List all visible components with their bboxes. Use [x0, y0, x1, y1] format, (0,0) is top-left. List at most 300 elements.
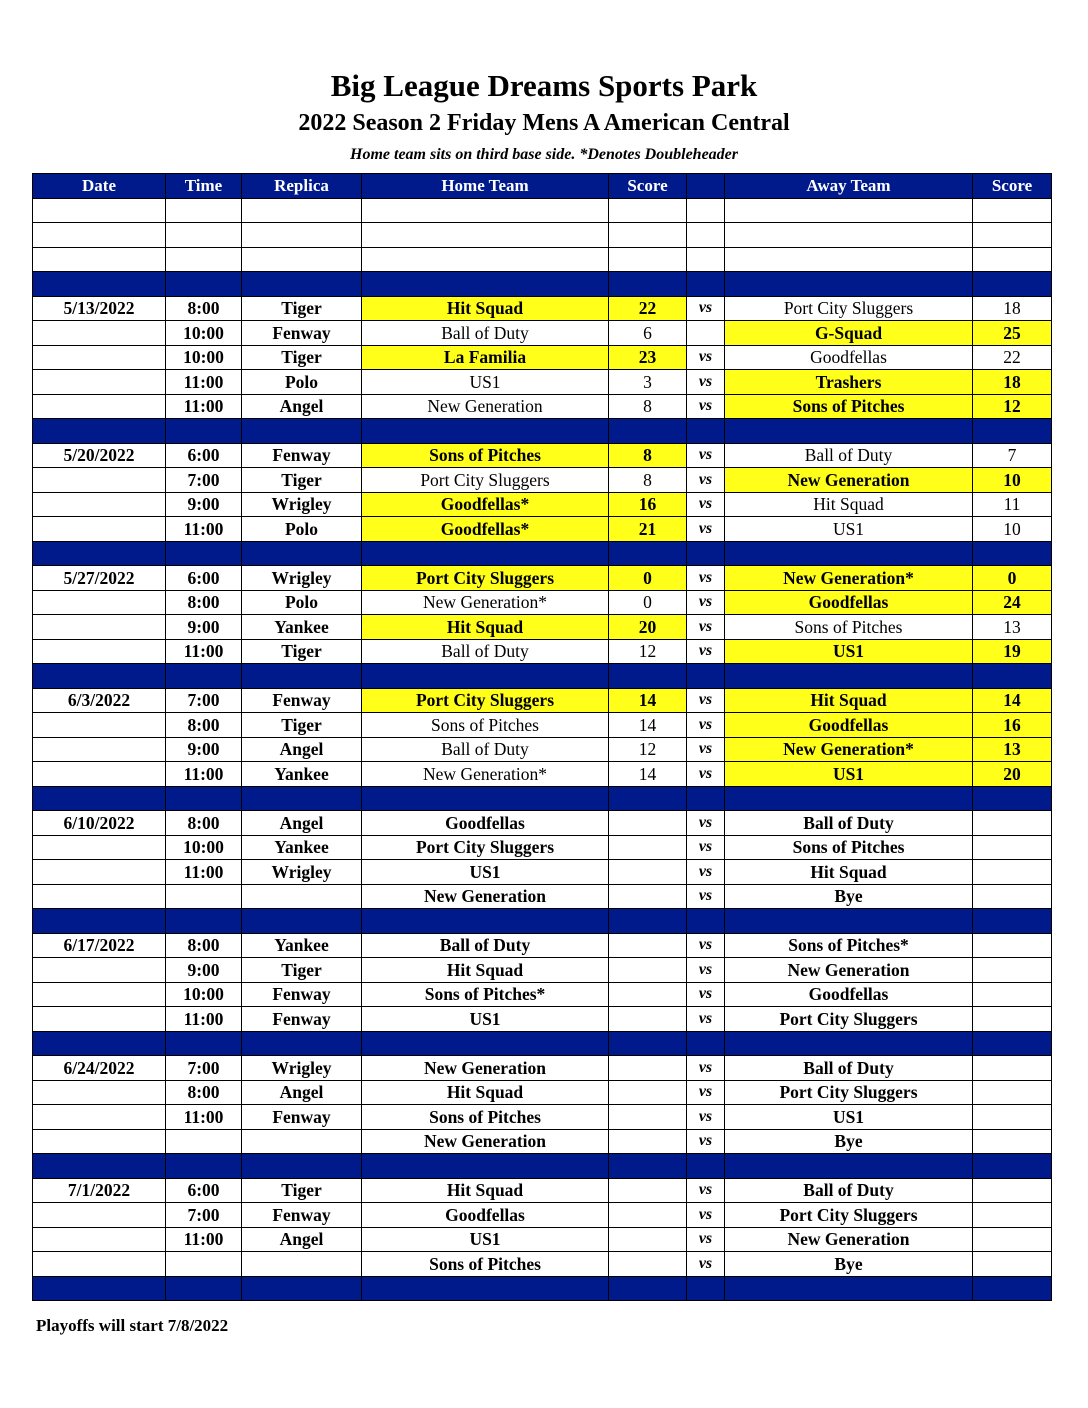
cell-home-team: Ball of Duty	[362, 933, 609, 958]
cell-replica: Angel	[242, 1227, 362, 1252]
cell-date	[33, 1203, 166, 1228]
cell-home-score	[609, 1276, 687, 1301]
cell-replica	[242, 272, 362, 297]
cell-away-team: Bye	[725, 884, 973, 909]
cell-away-team: Goodfellas	[725, 590, 973, 615]
cell-home-team: Port City Sluggers	[362, 688, 609, 713]
table-row	[33, 737, 1052, 762]
cell-away-team: Sons of Pitches	[725, 394, 973, 419]
cell-replica: Polo	[242, 517, 362, 542]
cell-away-score: 22	[973, 345, 1052, 370]
cell-home-score	[609, 1105, 687, 1130]
cell-away-team: Goodfellas	[725, 345, 973, 370]
cell-replica	[242, 884, 362, 909]
schedule-note: Home team sits on third base side. *Denotes Doubleheader	[350, 146, 738, 163]
cell-home-team: Hit Squad	[362, 958, 609, 983]
cell-time: 11:00	[166, 1007, 242, 1032]
cell-time: 10:00	[166, 321, 242, 346]
cell-time: 11:00	[166, 1227, 242, 1252]
cell-time: 8:00	[166, 590, 242, 615]
cell-vs: vs	[687, 492, 725, 517]
cell-replica	[242, 1129, 362, 1154]
table-row	[33, 811, 1052, 836]
cell-date	[33, 1105, 166, 1130]
cell-away-team: Sons of Pitches*	[725, 933, 973, 958]
cell-replica	[242, 786, 362, 811]
cell-vs: vs	[687, 1007, 725, 1032]
cell-away-score	[973, 664, 1052, 689]
cell-time	[166, 786, 242, 811]
cell-vs: vs	[687, 1227, 725, 1252]
cell-time: 10:00	[166, 345, 242, 370]
cell-time	[166, 541, 242, 566]
cell-vs: vs	[687, 713, 725, 738]
cell-vs: vs	[687, 468, 725, 493]
cell-home-score	[609, 884, 687, 909]
cell-time	[166, 909, 242, 934]
cell-away-team: US1	[725, 517, 973, 542]
cell-away-team: Ball of Duty	[725, 1056, 973, 1081]
cell-replica	[242, 909, 362, 934]
cell-away-score: 18	[973, 296, 1052, 321]
cell-away-score: 19	[973, 639, 1052, 664]
date-separator-row	[33, 419, 1052, 444]
date-separator-row	[33, 786, 1052, 811]
cell-vs: vs	[687, 982, 725, 1007]
cell-home-team: Ball of Duty	[362, 737, 609, 762]
cell-away-team: Port City Sluggers	[725, 1007, 973, 1032]
cell-away-score	[973, 1056, 1052, 1081]
cell-time: 11:00	[166, 1105, 242, 1130]
cell-date	[33, 786, 166, 811]
cell-away-score	[973, 909, 1052, 934]
cell-home-score: 8	[609, 443, 687, 468]
cell-date: 5/27/2022	[33, 566, 166, 591]
cell-replica: Tiger	[242, 639, 362, 664]
cell-vs	[687, 223, 725, 248]
cell-time: 9:00	[166, 737, 242, 762]
cell-away-team: New Generation*	[725, 737, 973, 762]
table-row	[33, 1227, 1052, 1252]
cell-replica	[242, 1031, 362, 1056]
cell-away-team: Sons of Pitches	[725, 835, 973, 860]
cell-date	[33, 517, 166, 542]
cell-time	[166, 247, 242, 272]
table-row	[33, 762, 1052, 787]
cell-away-team: Hit Squad	[725, 860, 973, 885]
cell-home-score	[609, 860, 687, 885]
cell-away-score: 18	[973, 370, 1052, 395]
cell-home-team: Sons of Pitches	[362, 1105, 609, 1130]
cell-home-team: Goodfellas	[362, 1203, 609, 1228]
cell-replica: Tiger	[242, 1178, 362, 1203]
cell-home-score	[609, 982, 687, 1007]
cell-vs: vs	[687, 1252, 725, 1277]
cell-home-score: 21	[609, 517, 687, 542]
cell-time: 9:00	[166, 615, 242, 640]
cell-away-score	[973, 1203, 1052, 1228]
cell-away-score	[973, 786, 1052, 811]
cell-date	[33, 1227, 166, 1252]
cell-date	[33, 639, 166, 664]
cell-vs: vs	[687, 1080, 725, 1105]
cell-away-team	[725, 198, 973, 223]
cell-home-score	[609, 1154, 687, 1179]
cell-away-team	[725, 272, 973, 297]
cell-home-score: 23	[609, 345, 687, 370]
cell-home-score	[609, 541, 687, 566]
col-header-home-score: Score	[609, 174, 687, 199]
cell-replica	[242, 1154, 362, 1179]
cell-away-team: Port City Sluggers	[725, 296, 973, 321]
cell-away-score: 25	[973, 321, 1052, 346]
cell-replica: Wrigley	[242, 492, 362, 517]
cell-vs: vs	[687, 345, 725, 370]
cell-time: 6:00	[166, 1178, 242, 1203]
table-row	[33, 492, 1052, 517]
cell-away-score	[973, 1031, 1052, 1056]
cell-home-score	[609, 786, 687, 811]
cell-away-team: New Generation	[725, 1227, 973, 1252]
playoffs-note: Playoffs will start 7/8/2022	[36, 1316, 229, 1335]
cell-time	[166, 1129, 242, 1154]
cell-away-score	[973, 835, 1052, 860]
cell-vs: vs	[687, 933, 725, 958]
cell-vs	[687, 247, 725, 272]
cell-home-team: New Generation	[362, 884, 609, 909]
table-row	[33, 468, 1052, 493]
cell-time	[166, 1252, 242, 1277]
cell-away-team: Ball of Duty	[725, 443, 973, 468]
col-header-away-team: Away Team	[725, 174, 973, 199]
cell-time: 11:00	[166, 639, 242, 664]
cell-away-team: Trashers	[725, 370, 973, 395]
cell-date: 5/13/2022	[33, 296, 166, 321]
date-separator-row	[33, 541, 1052, 566]
cell-home-score	[609, 1129, 687, 1154]
table-row	[33, 566, 1052, 591]
cell-away-score: 0	[973, 566, 1052, 591]
cell-home-team	[362, 247, 609, 272]
cell-date	[33, 1252, 166, 1277]
cell-vs: vs	[687, 1178, 725, 1203]
cell-time: 8:00	[166, 713, 242, 738]
cell-home-team: Port City Sluggers	[362, 835, 609, 860]
cell-home-team: Port City Sluggers	[362, 468, 609, 493]
cell-time: 8:00	[166, 933, 242, 958]
cell-time	[166, 1031, 242, 1056]
cell-away-team: US1	[725, 639, 973, 664]
cell-home-team: Sons of Pitches	[362, 713, 609, 738]
cell-date	[33, 345, 166, 370]
cell-date	[33, 1080, 166, 1105]
cell-away-team: Port City Sluggers	[725, 1080, 973, 1105]
table-row	[33, 835, 1052, 860]
cell-replica	[242, 1252, 362, 1277]
cell-away-score: 11	[973, 492, 1052, 517]
cell-home-score	[609, 1252, 687, 1277]
cell-time: 10:00	[166, 835, 242, 860]
table-row	[33, 884, 1052, 909]
cell-replica	[242, 198, 362, 223]
cell-away-score	[973, 198, 1052, 223]
cell-home-team: Goodfellas*	[362, 492, 609, 517]
cell-home-team	[362, 909, 609, 934]
cell-vs: vs	[687, 566, 725, 591]
table-row	[33, 1252, 1052, 1277]
cell-home-team: US1	[362, 860, 609, 885]
cell-home-score	[609, 664, 687, 689]
date-separator-row	[33, 272, 1052, 297]
cell-date	[33, 370, 166, 395]
cell-time: 6:00	[166, 566, 242, 591]
cell-replica	[242, 419, 362, 444]
cell-home-score: 0	[609, 590, 687, 615]
cell-vs	[687, 198, 725, 223]
cell-vs	[687, 272, 725, 297]
cell-home-team: Ball of Duty	[362, 321, 609, 346]
cell-away-score	[973, 247, 1052, 272]
cell-vs: vs	[687, 590, 725, 615]
cell-home-team: Sons of Pitches*	[362, 982, 609, 1007]
cell-replica: Tiger	[242, 468, 362, 493]
schedule-table	[32, 173, 1052, 1301]
cell-replica	[242, 664, 362, 689]
cell-home-score: 14	[609, 688, 687, 713]
cell-home-score: 16	[609, 492, 687, 517]
cell-date	[33, 468, 166, 493]
cell-home-score: 8	[609, 468, 687, 493]
cell-home-score: 0	[609, 566, 687, 591]
table-row	[33, 370, 1052, 395]
cell-home-score: 12	[609, 639, 687, 664]
table-row	[33, 1129, 1052, 1154]
cell-time: 7:00	[166, 1203, 242, 1228]
cell-away-team: Hit Squad	[725, 688, 973, 713]
cell-home-score	[609, 419, 687, 444]
cell-vs: vs	[687, 517, 725, 542]
cell-replica: Fenway	[242, 443, 362, 468]
cell-home-team	[362, 1031, 609, 1056]
cell-date: 6/10/2022	[33, 811, 166, 836]
cell-vs: vs	[687, 639, 725, 664]
cell-time: 7:00	[166, 688, 242, 713]
cell-away-score	[973, 1276, 1052, 1301]
cell-away-team: New Generation	[725, 468, 973, 493]
cell-away-team: Bye	[725, 1252, 973, 1277]
cell-away-team	[725, 1031, 973, 1056]
cell-away-score	[973, 811, 1052, 836]
cell-vs: vs	[687, 370, 725, 395]
cell-home-team: La Familia	[362, 345, 609, 370]
cell-replica: Yankee	[242, 933, 362, 958]
col-header-home-team: Home Team	[362, 174, 609, 199]
cell-home-team	[362, 786, 609, 811]
cell-vs	[687, 541, 725, 566]
cell-home-team	[362, 419, 609, 444]
cell-time: 8:00	[166, 296, 242, 321]
cell-home-score: 8	[609, 394, 687, 419]
cell-vs	[687, 321, 725, 346]
cell-vs: vs	[687, 394, 725, 419]
cell-away-score	[973, 272, 1052, 297]
cell-replica: Angel	[242, 811, 362, 836]
cell-home-team: Hit Squad	[362, 1080, 609, 1105]
cell-home-score	[609, 835, 687, 860]
table-row	[33, 1178, 1052, 1203]
cell-date	[33, 713, 166, 738]
cell-home-team: Hit Squad	[362, 296, 609, 321]
cell-replica: Fenway	[242, 1105, 362, 1130]
cell-time: 11:00	[166, 517, 242, 542]
cell-home-score	[609, 223, 687, 248]
schedule-body	[33, 198, 1052, 1301]
cell-away-score	[973, 1154, 1052, 1179]
cell-replica: Angel	[242, 394, 362, 419]
cell-vs: vs	[687, 1203, 725, 1228]
cell-home-team	[362, 664, 609, 689]
cell-home-score: 12	[609, 737, 687, 762]
cell-home-score	[609, 1178, 687, 1203]
schedule-subtitle: 2022 Season 2 Friday Mens A American Central	[298, 110, 790, 136]
cell-home-team: Sons of Pitches	[362, 1252, 609, 1277]
cell-home-score	[609, 1056, 687, 1081]
cell-away-score	[973, 958, 1052, 983]
cell-vs	[687, 909, 725, 934]
cell-away-score	[973, 541, 1052, 566]
cell-time: 8:00	[166, 811, 242, 836]
table-row	[33, 713, 1052, 738]
cell-time: 11:00	[166, 762, 242, 787]
date-separator-row	[33, 664, 1052, 689]
cell-away-team: Goodfellas	[725, 713, 973, 738]
cell-replica: Fenway	[242, 982, 362, 1007]
col-header-vs	[687, 174, 725, 199]
cell-home-score: 22	[609, 296, 687, 321]
cell-away-score	[973, 933, 1052, 958]
cell-home-team: New Generation	[362, 1129, 609, 1154]
cell-home-team: Hit Squad	[362, 615, 609, 640]
cell-vs: vs	[687, 1105, 725, 1130]
cell-away-team	[725, 223, 973, 248]
cell-away-score: 13	[973, 615, 1052, 640]
cell-away-score: 13	[973, 737, 1052, 762]
cell-home-score	[609, 1080, 687, 1105]
table-row	[33, 345, 1052, 370]
table-row	[33, 443, 1052, 468]
cell-home-score	[609, 272, 687, 297]
cell-time: 11:00	[166, 370, 242, 395]
cell-home-score: 14	[609, 713, 687, 738]
cell-home-score: 20	[609, 615, 687, 640]
cell-home-team	[362, 1276, 609, 1301]
date-separator-row	[33, 1276, 1052, 1301]
cell-home-score: 6	[609, 321, 687, 346]
cell-away-team	[725, 1276, 973, 1301]
cell-away-score	[973, 1007, 1052, 1032]
table-row	[33, 321, 1052, 346]
cell-away-score	[973, 1252, 1052, 1277]
cell-date	[33, 321, 166, 346]
cell-date	[33, 909, 166, 934]
cell-replica: Tiger	[242, 958, 362, 983]
cell-date	[33, 884, 166, 909]
cell-away-team: Ball of Duty	[725, 811, 973, 836]
cell-away-score	[973, 223, 1052, 248]
table-row	[33, 615, 1052, 640]
cell-home-team: Sons of Pitches	[362, 443, 609, 468]
cell-date	[33, 223, 166, 248]
cell-vs	[687, 1276, 725, 1301]
cell-home-team	[362, 541, 609, 566]
cell-replica: Fenway	[242, 1007, 362, 1032]
cell-vs: vs	[687, 296, 725, 321]
cell-replica: Yankee	[242, 835, 362, 860]
cell-vs: vs	[687, 737, 725, 762]
cell-home-team: New Generation*	[362, 590, 609, 615]
cell-date	[33, 1007, 166, 1032]
cell-home-team	[362, 272, 609, 297]
cell-time	[166, 419, 242, 444]
cell-away-team	[725, 786, 973, 811]
col-header-time: Time	[166, 174, 242, 199]
cell-vs: vs	[687, 443, 725, 468]
cell-away-score	[973, 1105, 1052, 1130]
cell-away-score	[973, 419, 1052, 444]
cell-vs: vs	[687, 958, 725, 983]
cell-replica	[242, 541, 362, 566]
cell-home-score: 14	[609, 762, 687, 787]
cell-replica: Fenway	[242, 321, 362, 346]
cell-time	[166, 272, 242, 297]
cell-home-team	[362, 1154, 609, 1179]
cell-date	[33, 198, 166, 223]
cell-replica: Tiger	[242, 345, 362, 370]
cell-home-team	[362, 223, 609, 248]
cell-away-team: Bye	[725, 1129, 973, 1154]
cell-home-score	[609, 1007, 687, 1032]
cell-home-team: US1	[362, 370, 609, 395]
cell-date	[33, 958, 166, 983]
cell-home-score	[609, 1031, 687, 1056]
cell-time: 7:00	[166, 468, 242, 493]
cell-date	[33, 615, 166, 640]
col-header-replica: Replica	[242, 174, 362, 199]
cell-replica: Yankee	[242, 615, 362, 640]
table-row	[33, 1203, 1052, 1228]
cell-home-score	[609, 1203, 687, 1228]
blank-row	[33, 223, 1052, 248]
date-separator-row	[33, 909, 1052, 934]
cell-replica: Wrigley	[242, 1056, 362, 1081]
cell-away-team: New Generation	[725, 958, 973, 983]
cell-home-team	[362, 198, 609, 223]
cell-replica	[242, 1276, 362, 1301]
cell-home-score	[609, 958, 687, 983]
cell-home-score	[609, 909, 687, 934]
cell-vs: vs	[687, 884, 725, 909]
cell-away-score	[973, 1080, 1052, 1105]
blank-row	[33, 247, 1052, 272]
table-row	[33, 1105, 1052, 1130]
table-row	[33, 958, 1052, 983]
cell-date	[33, 419, 166, 444]
cell-replica: Polo	[242, 370, 362, 395]
cell-replica: Wrigley	[242, 566, 362, 591]
table-row	[33, 1007, 1052, 1032]
cell-vs: vs	[687, 835, 725, 860]
cell-home-team: Goodfellas	[362, 811, 609, 836]
